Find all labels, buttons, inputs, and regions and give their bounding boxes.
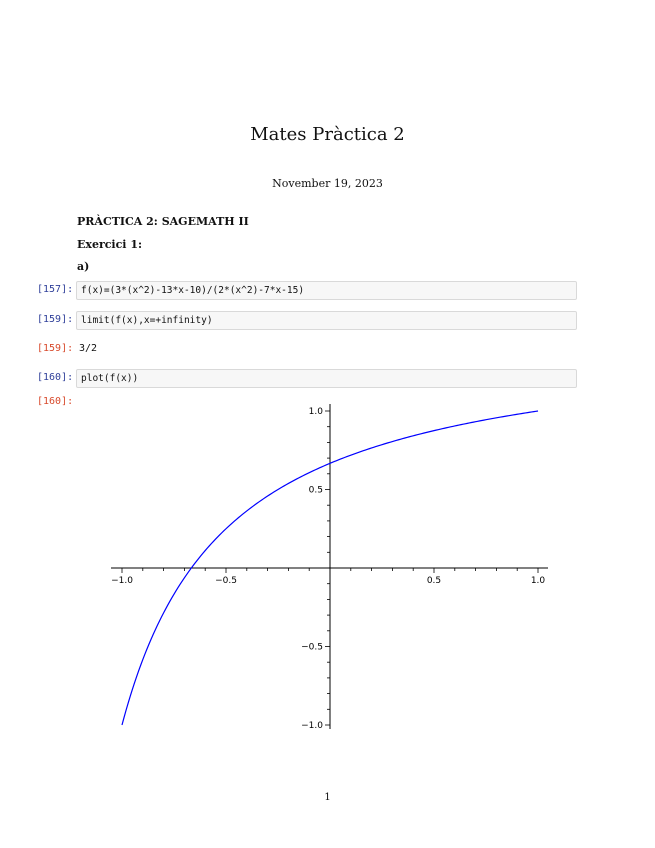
- x-tick-label: −0.5: [215, 576, 237, 586]
- code-cell-157[interactable]: f(x)=(3*(x^2)-13*x-10)/(2*(x^2)-7*x-15): [76, 281, 577, 300]
- section-heading: PRÀCTICA 2: SAGEMATH II: [77, 215, 249, 228]
- y-tick-label: −1.0: [301, 721, 323, 731]
- x-tick-label: −1.0: [111, 576, 133, 586]
- part-heading: a): [77, 260, 90, 273]
- document-date: November 19, 2023: [272, 177, 383, 190]
- input-prompt-159: [159]:: [37, 314, 74, 325]
- code-cell-160[interactable]: plot(f(x)): [76, 369, 577, 388]
- y-tick-label: 1.0: [308, 407, 323, 417]
- exercise-heading: Exercici 1:: [77, 238, 143, 251]
- code-cell-159[interactable]: limit(f(x),x=+infinity): [76, 311, 577, 330]
- input-prompt-160: [160]:: [37, 372, 74, 383]
- y-tick-label: 0.5: [308, 485, 323, 496]
- document-title: Mates Pràctica 2: [250, 124, 405, 145]
- page-number: 1: [324, 792, 331, 803]
- output-prompt-160: [160]:: [37, 396, 74, 407]
- y-tick-label: −0.5: [301, 642, 323, 653]
- output-prompt-159: [159]:: [37, 343, 74, 354]
- x-tick-label: 0.5: [426, 576, 442, 586]
- input-prompt-157: [157]:: [37, 284, 74, 295]
- output-result-159: 3/2: [79, 343, 98, 354]
- x-tick-label: 1.0: [530, 576, 546, 586]
